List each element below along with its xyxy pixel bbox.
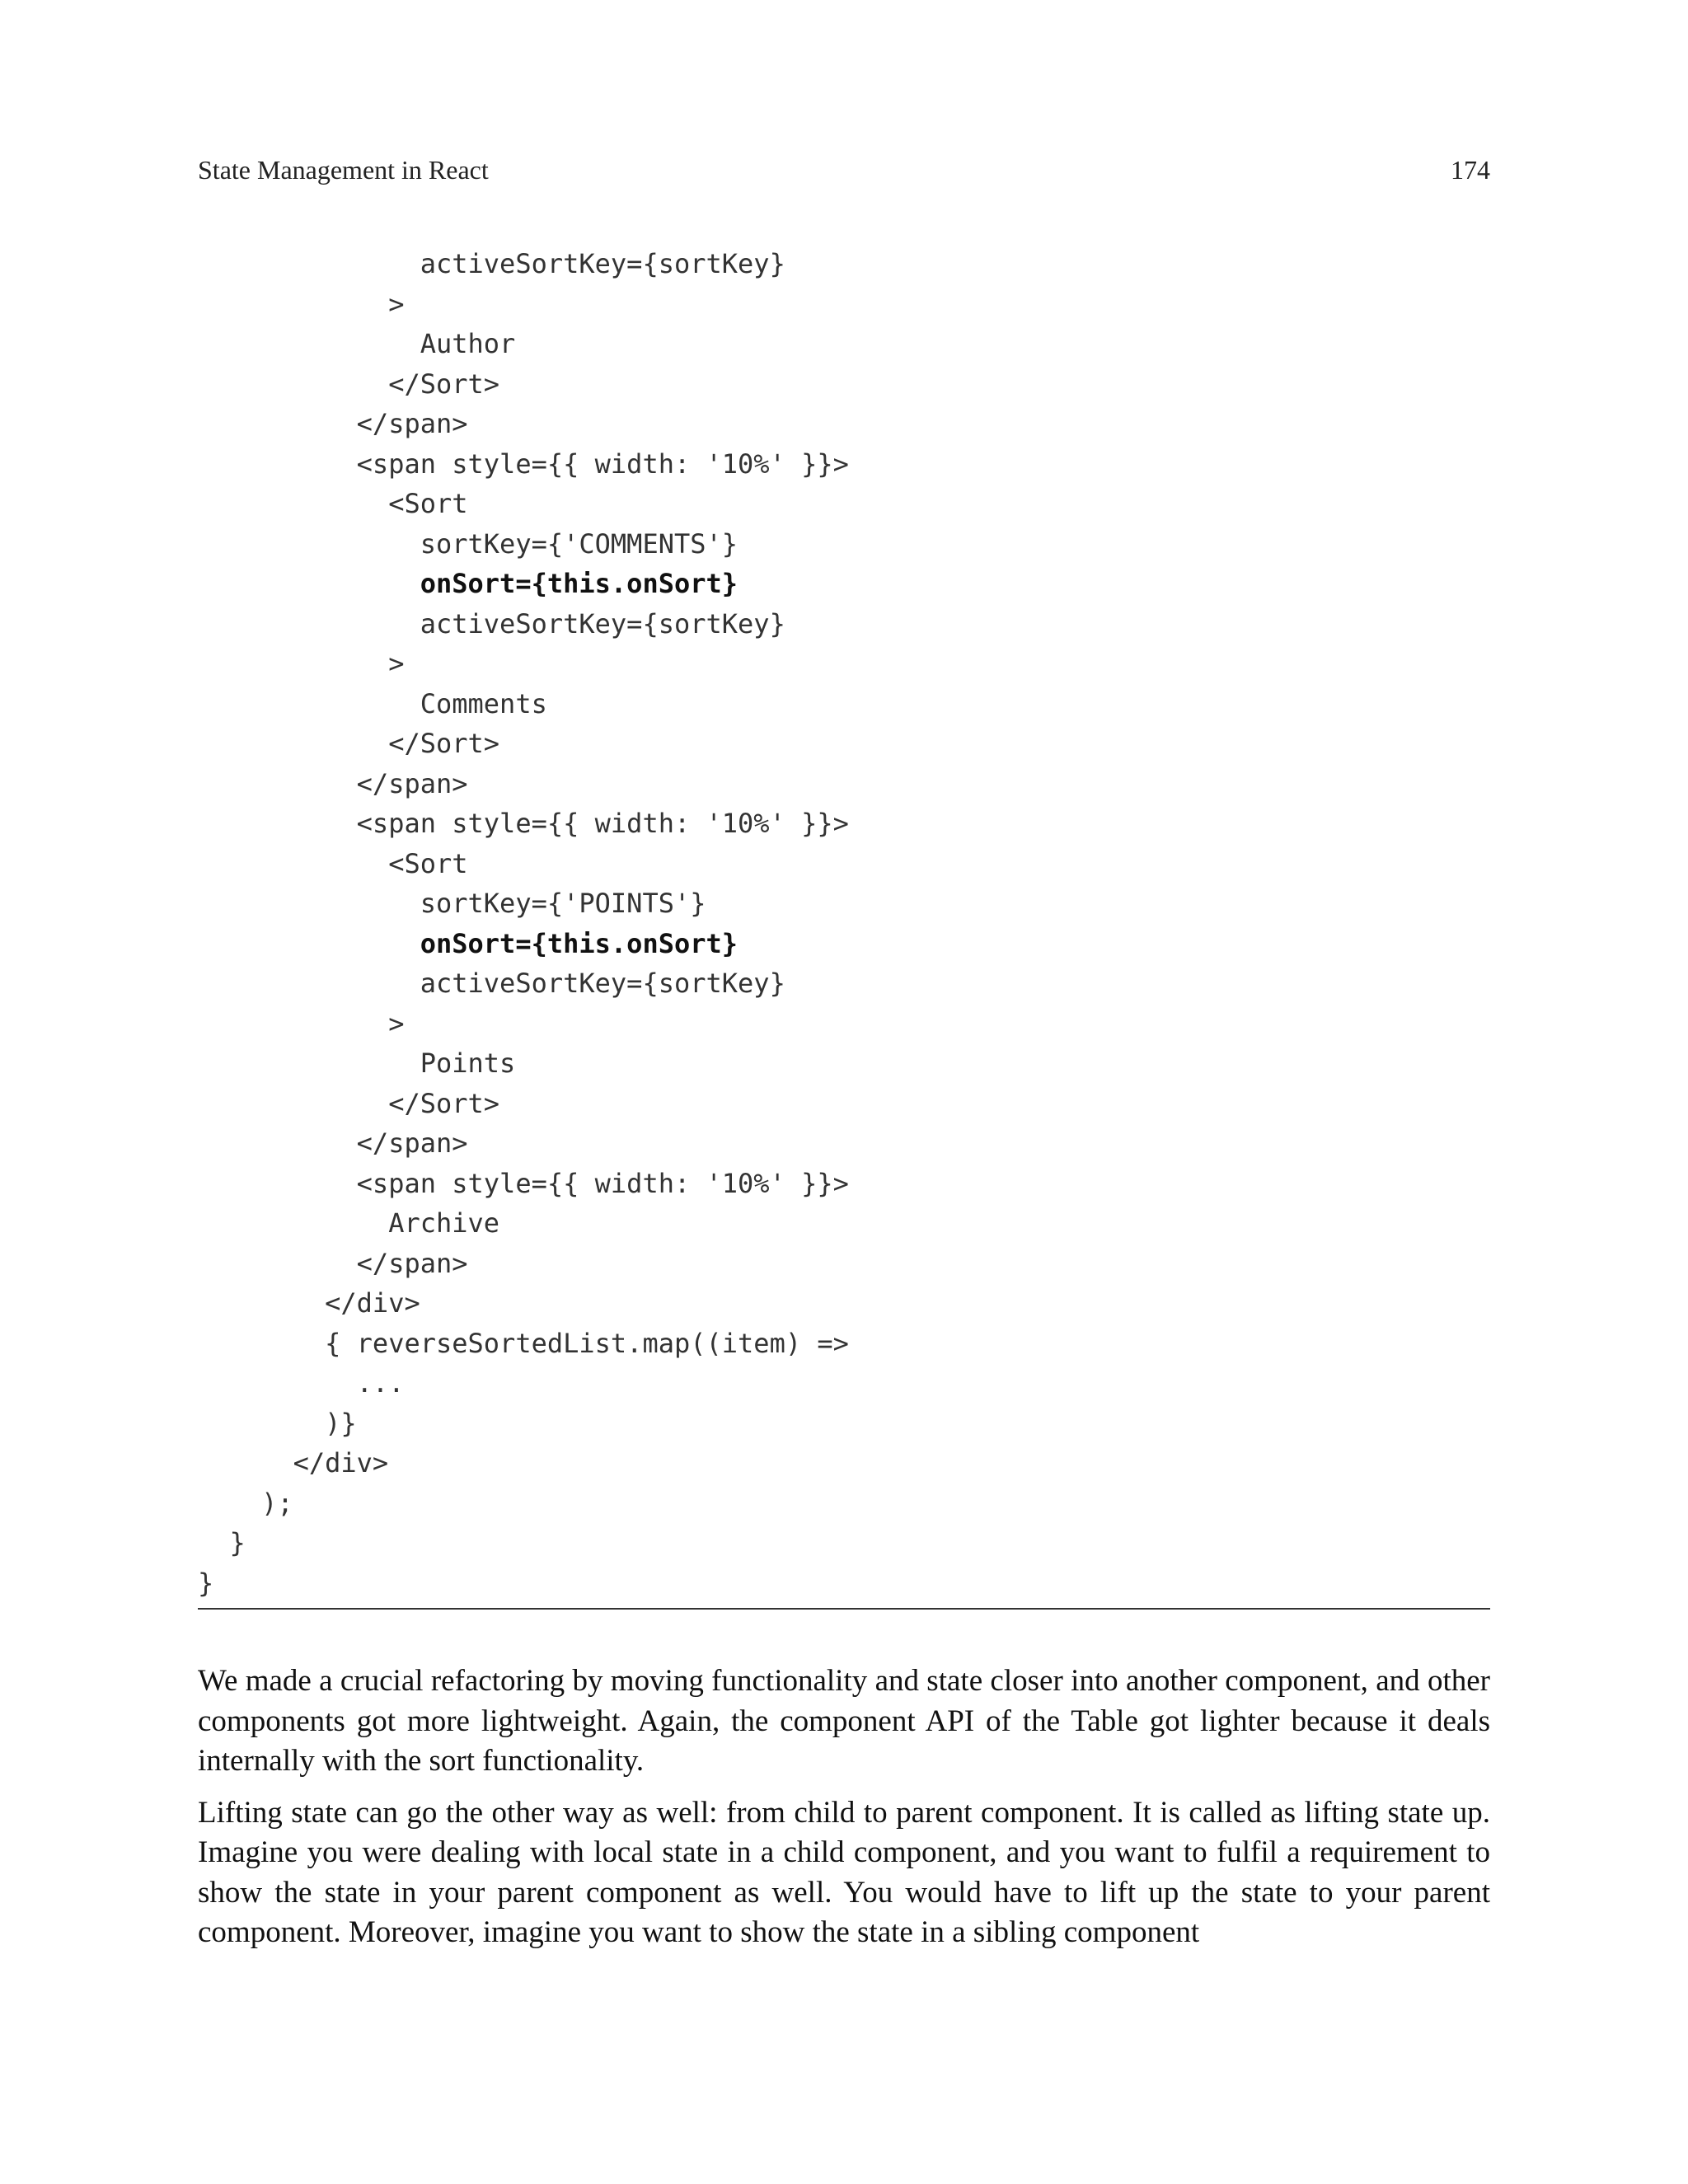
code-line: </span> xyxy=(356,408,468,439)
code-line: </div> xyxy=(325,1287,420,1319)
paragraph: We made a crucial refactoring by moving functionality and state closer into another component, and other components got more lightweight. Again, the component API of the Table got lighter because it deals internally with the sort functionality. xyxy=(198,1664,1490,1778)
code-line: } xyxy=(229,1527,246,1558)
code-line: ... xyxy=(356,1367,405,1399)
code-block-bottom-rule xyxy=(198,1608,1490,1610)
code-line: sortKey={'POINTS'} xyxy=(420,888,706,919)
code-line: } xyxy=(198,1567,214,1599)
running-title: State Management in React xyxy=(198,155,489,185)
paragraph: Lifting state can go the other way as well: from child to parent component. It is called as lifting state up. Imagine you were dealing with local state in a child component, and you want to fulfil a requirement to show the state in your parent component as well. You would have to lift up the state to your parent component. Moreover, imagine you want to show the state in a sibling component xyxy=(198,1795,1490,1949)
code-line: Archive xyxy=(388,1207,500,1239)
code-line: <Sort xyxy=(388,847,468,879)
code-line: <Sort xyxy=(388,488,468,519)
body-text xyxy=(198,1661,1490,1965)
code-line: > xyxy=(388,288,405,320)
code-line: </Sort> xyxy=(388,368,500,400)
code-line: Points xyxy=(420,1047,516,1079)
code-line: activeSortKey={sortKey} xyxy=(420,968,785,999)
code-line: </Sort> xyxy=(388,1087,500,1119)
code-line: ); xyxy=(261,1487,293,1519)
code-line: </div> xyxy=(293,1447,389,1479)
page-header xyxy=(198,155,1490,196)
code-line: <span style={{ width: '10%' }}> xyxy=(356,808,849,839)
code-line: > xyxy=(388,648,405,679)
code-line: <span style={{ width: '10%' }}> xyxy=(356,448,849,480)
code-line: </span> xyxy=(356,1127,468,1159)
code-line: activeSortKey={sortKey} xyxy=(420,248,785,279)
code-line: )} xyxy=(325,1407,357,1439)
code-line: <span style={{ width: '10%' }}> xyxy=(356,1167,849,1199)
code-line: Comments xyxy=(420,687,547,719)
code-line: </span> xyxy=(356,1247,468,1279)
code-line: onSort={this.onSort} xyxy=(420,568,738,599)
code-line: onSort={this.onSort} xyxy=(420,927,738,959)
code-line: > xyxy=(388,1007,405,1039)
code-block xyxy=(198,244,1490,1603)
code-line: sortKey={'COMMENTS'} xyxy=(420,527,738,560)
code-line: </span> xyxy=(356,767,468,799)
code-line: activeSortKey={sortKey} xyxy=(420,607,785,640)
code-line: { reverseSortedList.map((item) => xyxy=(325,1327,849,1359)
code-line: </Sort> xyxy=(388,728,500,759)
code-line: Author xyxy=(420,328,516,359)
page-number: 174 xyxy=(1451,155,1490,185)
